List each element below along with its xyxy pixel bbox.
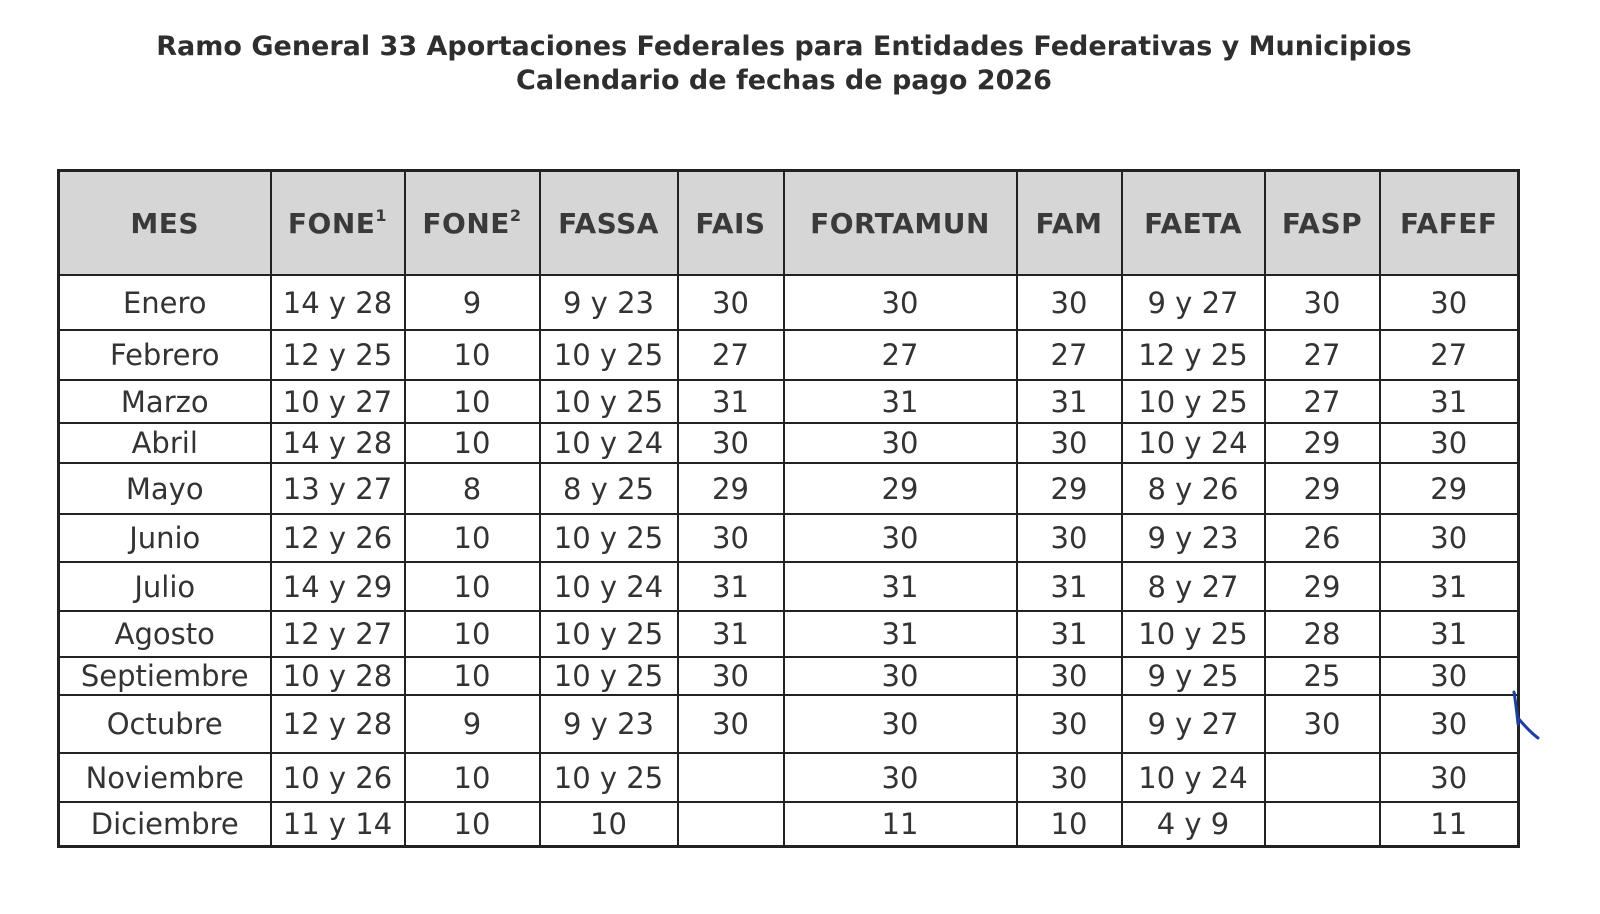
cell-fasp: 30 [1265,275,1380,330]
cell-faeta: 4 y 9 [1122,802,1265,846]
cell-fam: 30 [1017,657,1122,695]
cell-fone-2: 10 [405,380,540,423]
cell-fone-2: 10 [405,753,540,802]
cell-fais: 31 [678,562,784,611]
cell-fasp: 27 [1265,380,1380,423]
cell-fassa: 10 y 24 [540,423,678,463]
cell-fais: 30 [678,423,784,463]
cell-fais: 31 [678,611,784,657]
cell-faeta: 12 y 25 [1122,330,1265,380]
cell-faeta: 10 y 24 [1122,753,1265,802]
table-row [59,657,1519,695]
cell-fortamun: 30 [784,514,1017,562]
cell-fassa: 10 y 25 [540,514,678,562]
cell-mes: Abril [59,423,271,463]
cell-fone-1: 10 y 28 [271,657,405,695]
cell-fassa: 10 [540,802,678,846]
cell-fafef: 31 [1380,380,1519,423]
cell-mes: Mayo [59,463,271,514]
cell-fone-2: 9 [405,695,540,753]
cell-faeta: 8 y 27 [1122,562,1265,611]
cell-fam: 30 [1017,423,1122,463]
cell-mes: Febrero [59,330,271,380]
cell-fais: 30 [678,695,784,753]
cell-fafef: 30 [1380,423,1519,463]
cell-faeta: 10 y 25 [1122,380,1265,423]
cell-fam: 30 [1017,275,1122,330]
cell-fone-2: 10 [405,611,540,657]
cell-fassa: 10 y 25 [540,611,678,657]
table-row [59,380,1519,423]
header-fone-1 [271,171,405,276]
payment-calendar-table [57,169,1520,848]
cell-fafef: 30 [1380,695,1519,753]
table-row [59,802,1519,846]
cell-fassa: 10 y 25 [540,657,678,695]
cell-fone-2: 10 [405,657,540,695]
document-title: Ramo General 33 Aportaciones Federales para Entidades Federativas y Municipios [156,31,1412,62]
cell-fais: 27 [678,330,784,380]
cell-fasp: 30 [1265,695,1380,753]
cell-fafef: 31 [1380,611,1519,657]
cell-fone-2: 10 [405,514,540,562]
cell-fam: 30 [1017,514,1122,562]
cell-fone-1: 13 y 27 [271,463,405,514]
header-fassa: FASSA [540,171,678,276]
cell-fais: 30 [678,514,784,562]
header-fais: FAIS [678,171,784,276]
cell-fasp: 29 [1265,562,1380,611]
header-faeta: FAETA [1122,171,1265,276]
header-fone-2-note: 2 [509,206,522,225]
cell-fortamun: 30 [784,657,1017,695]
cell-fone-2: 10 [405,423,540,463]
cell-fone-1: 12 y 28 [271,695,405,753]
cell-fam: 31 [1017,562,1122,611]
cell-mes: Enero [59,275,271,330]
header-fam: FAM [1017,171,1122,276]
cell-mes: Noviembre [59,753,271,802]
table-row [59,275,1519,330]
table-header-row [59,171,1519,276]
cell-fone-1: 12 y 25 [271,330,405,380]
cell-fone-1: 14 y 28 [271,423,405,463]
cell-mes: Diciembre [59,802,271,846]
table-row [59,423,1519,463]
cell-fassa: 8 y 25 [540,463,678,514]
cell-fassa: 10 y 25 [540,330,678,380]
header-fortamun: FORTAMUN [784,171,1017,276]
table-row [59,695,1519,753]
cell-mes: Junio [59,514,271,562]
cell-fafef: 30 [1380,275,1519,330]
table-row [59,611,1519,657]
cell-fortamun: 31 [784,562,1017,611]
cell-fortamun: 11 [784,802,1017,846]
cell-mes: Julio [59,562,271,611]
cell-fafef: 30 [1380,657,1519,695]
cell-fone-1: 12 y 27 [271,611,405,657]
table-row [59,463,1519,514]
cell-fone-1: 14 y 28 [271,275,405,330]
cell-faeta: 9 y 27 [1122,695,1265,753]
cell-fone-2: 10 [405,802,540,846]
cell-fortamun: 29 [784,463,1017,514]
cell-fone-1: 11 y 14 [271,802,405,846]
cell-fone-2: 8 [405,463,540,514]
cell-fone-1: 14 y 29 [271,562,405,611]
cell-fafef: 30 [1380,753,1519,802]
cell-fone-2: 10 [405,330,540,380]
cell-fafef: 29 [1380,463,1519,514]
cell-fafef: 11 [1380,802,1519,846]
cell-fais [678,802,784,846]
cell-fais: 30 [678,657,784,695]
cell-fassa: 9 y 23 [540,275,678,330]
cell-fortamun: 30 [784,275,1017,330]
cell-fais: 31 [678,380,784,423]
pen-mark-icon [1508,690,1548,745]
header-fone-1-label: FONE [287,207,376,240]
cell-fone-2: 9 [405,275,540,330]
cell-fam: 31 [1017,611,1122,657]
cell-fassa: 9 y 23 [540,695,678,753]
cell-fafef: 27 [1380,330,1519,380]
cell-fais: 29 [678,463,784,514]
cell-fortamun: 30 [784,753,1017,802]
cell-fortamun: 30 [784,423,1017,463]
cell-mes: Marzo [59,380,271,423]
table-row [59,753,1519,802]
cell-fam: 30 [1017,695,1122,753]
cell-fasp: 27 [1265,330,1380,380]
cell-faeta: 9 y 25 [1122,657,1265,695]
cell-mes: Septiembre [59,657,271,695]
document-subtitle: Calendario de fechas de pago 2026 [516,65,1052,96]
cell-fassa: 10 y 25 [540,753,678,802]
header-fone-2-label: FONE [422,207,510,240]
cell-faeta: 9 y 23 [1122,514,1265,562]
cell-fone-1: 12 y 26 [271,514,405,562]
cell-fone-1: 10 y 26 [271,753,405,802]
cell-fone-1: 10 y 27 [271,380,405,423]
cell-fam: 10 [1017,802,1122,846]
cell-fassa: 10 y 24 [540,562,678,611]
cell-fasp: 29 [1265,423,1380,463]
cell-fortamun: 27 [784,330,1017,380]
header-fone-2 [405,171,540,276]
cell-fam: 27 [1017,330,1122,380]
cell-fortamun: 31 [784,611,1017,657]
cell-fais: 30 [678,275,784,330]
cell-fassa: 10 y 25 [540,380,678,423]
cell-fais [678,753,784,802]
pen-mark-stroke [1514,692,1538,738]
cell-fortamun: 31 [784,380,1017,423]
table-row [59,330,1519,380]
cell-faeta: 9 y 27 [1122,275,1265,330]
table-row [59,562,1519,611]
cell-fam: 30 [1017,753,1122,802]
cell-fasp: 26 [1265,514,1380,562]
header-fone-1-note: 1 [375,206,388,225]
cell-faeta: 10 y 25 [1122,611,1265,657]
cell-faeta: 10 y 24 [1122,423,1265,463]
cell-mes: Octubre [59,695,271,753]
cell-fasp: 29 [1265,463,1380,514]
cell-faeta: 8 y 26 [1122,463,1265,514]
cell-fasp [1265,753,1380,802]
cell-fam: 31 [1017,380,1122,423]
cell-fortamun: 30 [784,695,1017,753]
cell-fasp [1265,802,1380,846]
cell-fasp: 25 [1265,657,1380,695]
cell-fasp: 28 [1265,611,1380,657]
header-fasp: FASP [1265,171,1380,276]
cell-fafef: 30 [1380,514,1519,562]
document-title-block [0,30,1568,98]
table-row [59,514,1519,562]
cell-fafef: 31 [1380,562,1519,611]
header-mes: MES [59,171,271,276]
cell-mes: Agosto [59,611,271,657]
header-fafef: FAFEF [1380,171,1519,276]
cell-fone-2: 10 [405,562,540,611]
cell-fam: 29 [1017,463,1122,514]
